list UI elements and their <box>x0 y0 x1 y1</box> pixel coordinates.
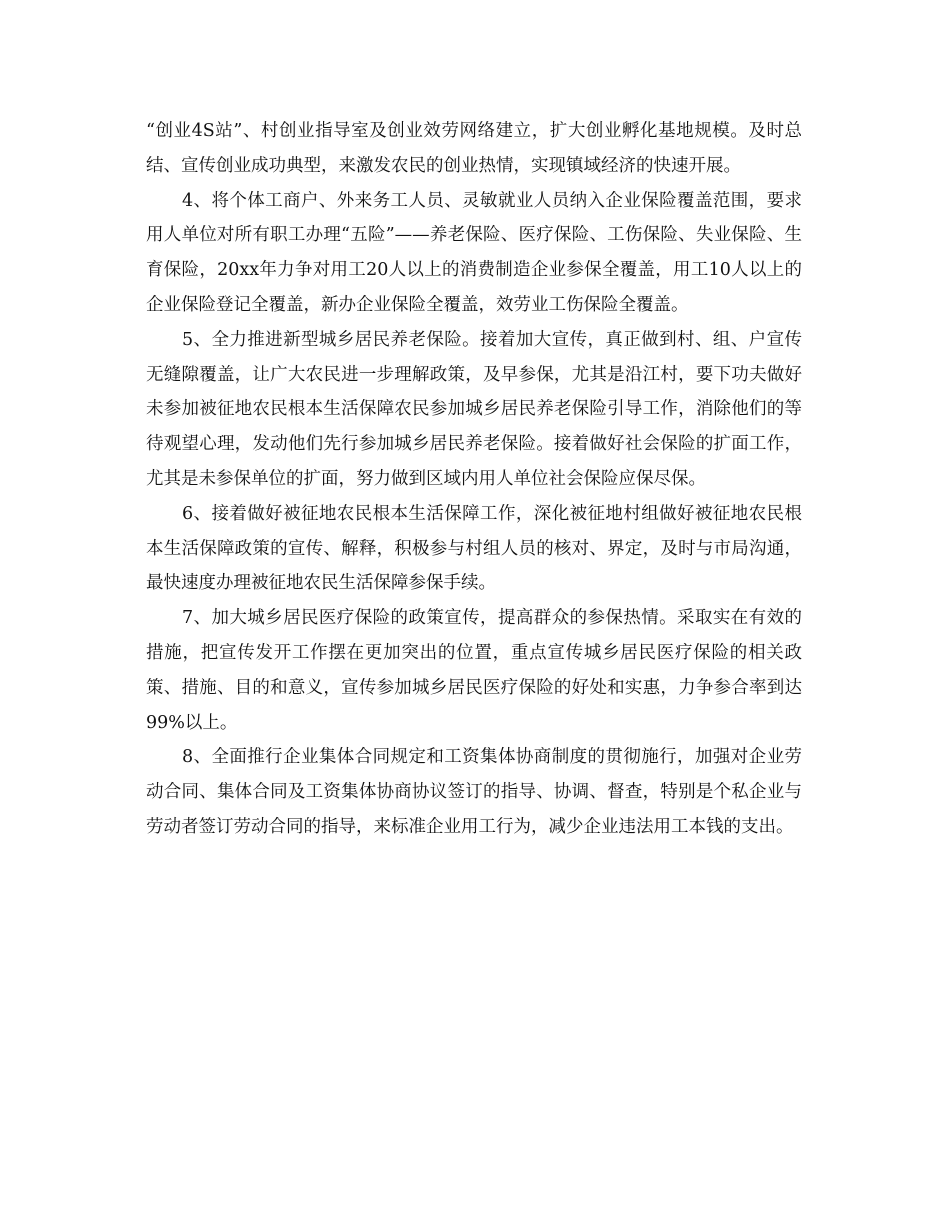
paragraph-item-7: 7、加大城乡居民医疗保险的政策宣传，提高群众的参保热情。采取实在有效的措施，把宣传发开工作摆在更加突出的位置，重点宣传城乡居民医疗保险的相关政策、措施、目的和意义，宣传参加城乡居民医疗保险的好处和实惠，力争参合率到达99%以上。 <box>146 608 802 733</box>
paragraph-continuation: “创业4S站”、村创业指导室及创业效劳网络建立，扩大创业孵化基地规模。及时总结、宣传创业成功典型，来激发农民的创业热情，实现镇域经济的快速开展。 <box>146 121 802 176</box>
paragraph-item-4: 4、将个体工商户、外来务工人员、灵敏就业人员纳入企业保险覆盖范围，要求用人单位对所有职工办理“五险”——养老保险、医疗保险、工伤保险、失业保险、生育保险，20xx年力争对用工20人以上的消费制造企业参保全覆盖，用工10人以上的企业保险登记全覆盖，新办企业保险全覆盖，效劳业工伤保险全覆盖。 <box>146 190 802 315</box>
document-body <box>146 114 802 845</box>
paragraph-item-6: 6、接着做好被征地农民根本生活保障工作，深化被征地村组做好被征地农民根本生活保障政策的宣传、解释，积极参与村组人员的核对、界定，及时与市局沟通，最快速度办理被征地农民生活保障参保手续。 <box>146 503 802 594</box>
paragraph-item-8: 8、全面推行企业集体合同规定和工资集体协商制度的贯彻施行，加强对企业劳动合同、集体合同及工资集体协商协议签订的指导、协调、督查，特别是个私企业与劳动者签订劳动合同的指导，来标准企业用工行为，减少企业违法用工本钱的支出。 <box>146 747 802 837</box>
paragraph-item-5: 5、全力推进新型城乡居民养老保险。接着加大宣传，真正做到村、组、户宣传无缝隙覆盖，让广大农民进一步理解政策，及早参保，尤其是沿江村，要下功夫做好未参加被征地农民根本生活保障农民参加城乡居民养老保险引导工作，消除他们的等待观望心理，发动他们先行参加城乡居民养老保险。接着做好社会保险的扩面工作，尤其是未参保单位的扩面，努力做到区域内用人单位社会保险应保尽保。 <box>146 329 802 489</box>
